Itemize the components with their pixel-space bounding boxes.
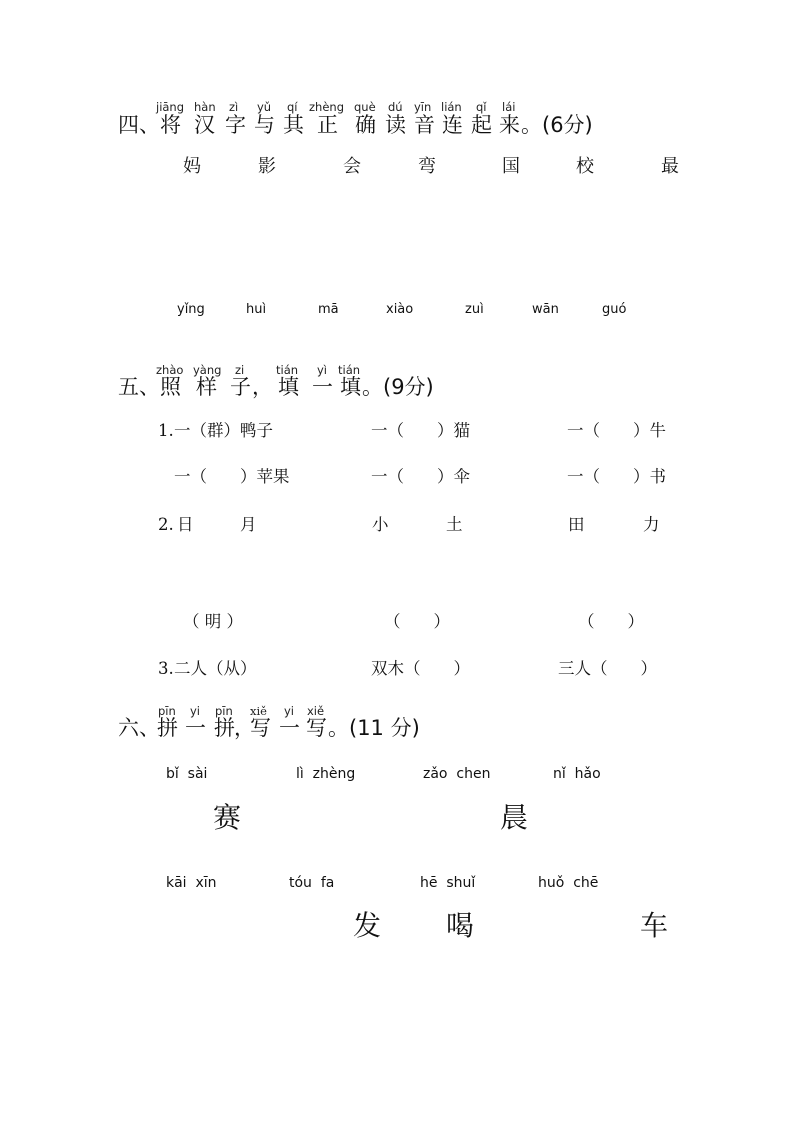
q3-item[interactable]: 双木（ ） xyxy=(371,659,470,678)
q1-item[interactable]: 一（ ）伞 xyxy=(371,467,470,486)
title-char: 填 xyxy=(340,375,361,399)
title-char: 一 xyxy=(279,716,300,740)
match-pinyin[interactable]: xiào xyxy=(386,302,414,317)
match-hanzi[interactable]: 最 xyxy=(661,156,679,177)
title-char: 写 xyxy=(250,716,271,740)
q2-char: 力 xyxy=(643,515,660,534)
pinyin-annotation: pīn xyxy=(158,704,176,718)
title-char: 正 xyxy=(317,113,338,137)
match-hanzi[interactable]: 会 xyxy=(343,156,361,177)
title-char: 汉 xyxy=(194,113,215,137)
word-pinyin: nǐ hǎo xyxy=(553,766,601,782)
word-pinyin: zǎo chen xyxy=(423,766,491,782)
q2-char: 土 xyxy=(446,515,463,534)
pinyin-annotation: yīn xyxy=(414,100,432,114)
pinyin-annotation: zhào xyxy=(156,363,184,377)
title-char: 子 xyxy=(230,375,251,399)
pinyin-annotation: hàn xyxy=(194,100,216,114)
q2-char: 日 xyxy=(177,515,194,534)
title-char: 一 xyxy=(185,716,206,740)
title-char: 照 xyxy=(160,375,181,399)
match-hanzi[interactable]: 影 xyxy=(258,156,276,177)
word-pinyin: lì zhèng xyxy=(296,766,356,782)
q3-label: 3. xyxy=(158,659,174,678)
q3-item: 二人（从） xyxy=(174,659,257,678)
q2-char: 小 xyxy=(372,515,389,534)
q2-answer[interactable]: （ ） xyxy=(384,612,450,631)
pinyin-annotation: qí xyxy=(287,100,298,114)
pinyin-annotation: tián xyxy=(338,363,361,377)
match-hanzi[interactable]: 弯 xyxy=(418,156,436,177)
pinyin-annotation: xiě xyxy=(250,704,267,718)
title-char: 字 xyxy=(225,113,246,137)
q1-item[interactable]: 一（ ）猫 xyxy=(371,421,470,440)
match-pinyin[interactable]: mā xyxy=(318,302,339,317)
title-char: 写 xyxy=(306,716,327,740)
match-pinyin[interactable]: guó xyxy=(602,302,627,317)
pinyin-annotation: yǔ xyxy=(257,100,272,114)
word-pinyin: kāi xīn xyxy=(166,875,217,891)
word-pinyin: bǐ sài xyxy=(166,766,208,782)
comma: ， xyxy=(252,375,273,399)
pinyin-annotation: pīn xyxy=(215,704,233,718)
q2-answer: （ 明 ） xyxy=(183,612,243,631)
comma: ， xyxy=(234,716,255,740)
q1-item: 一（群）鸭子 xyxy=(174,421,273,440)
pinyin-annotation: lián xyxy=(441,100,462,114)
match-hanzi[interactable]: 国 xyxy=(502,156,520,177)
q3-item[interactable]: 三人（ ） xyxy=(558,659,657,678)
title-char: 与 xyxy=(254,113,275,137)
q1-item[interactable]: 一（ ）苹果 xyxy=(174,467,290,486)
title-char: 填 xyxy=(278,375,299,399)
pinyin-annotation: yì xyxy=(317,363,328,377)
title-char: 读 xyxy=(385,113,406,137)
pinyin-annotation: lái xyxy=(502,100,516,114)
given-hanzi: 赛 xyxy=(213,801,242,834)
pinyin-annotation: yi xyxy=(190,704,201,718)
pinyin-annotation: zì xyxy=(229,100,239,114)
title-char: 其 xyxy=(283,113,304,137)
pinyin-annotation: qǐ xyxy=(476,100,487,114)
given-hanzi: 车 xyxy=(640,909,669,942)
pinyin-annotation: què xyxy=(354,100,376,114)
pinyin-annotation: yi xyxy=(284,704,295,718)
title-char: 一 xyxy=(312,375,333,399)
section-6-score: 。(11 分) xyxy=(328,716,420,740)
pinyin-annotation: jiāng xyxy=(156,100,185,114)
given-hanzi: 发 xyxy=(353,909,382,942)
q1-label: 1. xyxy=(158,421,174,440)
section-5-number: 五、 xyxy=(118,375,160,399)
pinyin-annotation: dú xyxy=(388,100,403,114)
title-char: 音 xyxy=(414,113,435,137)
title-char: 连 xyxy=(442,113,463,137)
title-char: 确 xyxy=(355,113,376,137)
q2-label: 2. xyxy=(158,515,174,534)
title-char: 起 xyxy=(471,113,492,137)
title-char: 拼 xyxy=(214,716,235,740)
given-hanzi: 喝 xyxy=(446,909,475,942)
section-5-score: 。(9分) xyxy=(362,375,434,399)
pinyin-annotation: zi xyxy=(235,363,245,377)
match-pinyin[interactable]: yǐng xyxy=(177,302,205,317)
match-hanzi[interactable]: 校 xyxy=(576,156,594,177)
q2-answer[interactable]: （ ） xyxy=(578,612,644,631)
section-4-score: 。(6分) xyxy=(521,113,593,137)
pinyin-annotation: yàng xyxy=(193,363,222,377)
title-char: 来 xyxy=(499,113,520,137)
q2-char: 田 xyxy=(568,515,585,534)
section-4-number: 四、 xyxy=(118,113,160,137)
pinyin-annotation: zhèng xyxy=(309,100,344,114)
given-hanzi: 晨 xyxy=(500,801,529,834)
match-pinyin[interactable]: zuì xyxy=(465,302,484,317)
word-pinyin: tóu fa xyxy=(289,875,335,891)
q1-item[interactable]: 一（ ）牛 xyxy=(567,421,666,440)
title-char: 样 xyxy=(196,375,217,399)
word-pinyin: hē shuǐ xyxy=(420,875,476,891)
pinyin-annotation: xiě xyxy=(307,704,325,718)
match-pinyin[interactable]: huì xyxy=(246,302,267,317)
title-char: 拼 xyxy=(157,716,178,740)
section-6-number: 六、 xyxy=(118,716,160,740)
q1-item[interactable]: 一（ ）书 xyxy=(567,467,666,486)
match-pinyin[interactable]: wān xyxy=(532,302,559,317)
pinyin-annotation: tián xyxy=(276,363,299,377)
q2-char: 月 xyxy=(240,515,257,534)
title-char: 将 xyxy=(160,113,181,137)
match-hanzi[interactable]: 妈 xyxy=(183,156,201,177)
word-pinyin: huǒ chē xyxy=(538,875,599,891)
